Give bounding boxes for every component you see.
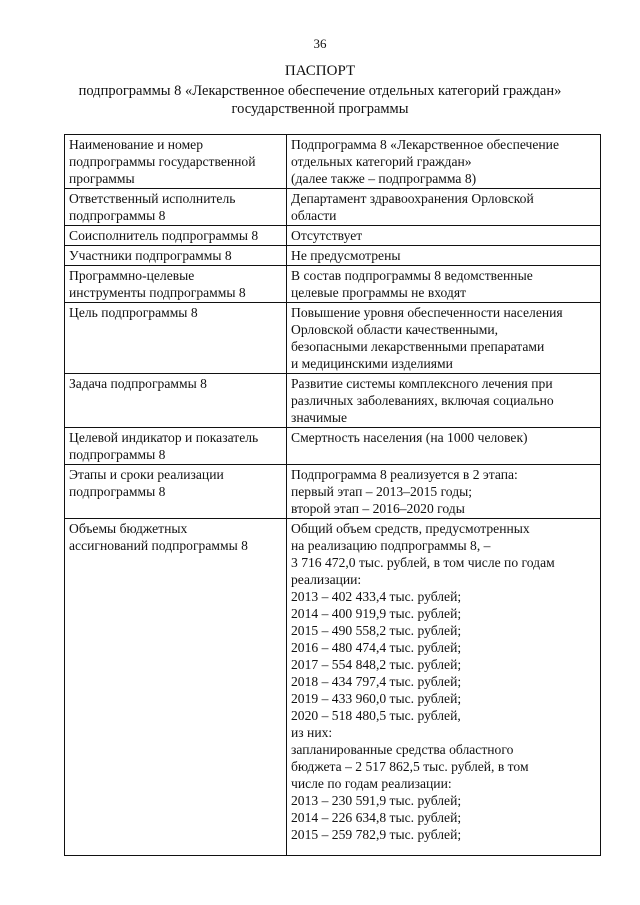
row-label-cell (65, 428, 287, 465)
row-value-line: реализации: (291, 572, 362, 587)
table-row (65, 226, 601, 246)
row-label-cell (65, 374, 287, 428)
row-value-line: 2018 – 434 797,4 тыс. рублей; (291, 674, 462, 689)
row-value-line: Общий объем средств, предусмотренных (291, 521, 530, 536)
table-row (65, 465, 601, 519)
passport-subtitle (40, 82, 600, 118)
row-value-line: 2013 – 402 433,4 тыс. рублей; (291, 589, 462, 604)
row-value-line: числе по годам реализации: (291, 776, 452, 791)
row-value-line: Смертность населения (на 1000 человек) (291, 430, 528, 445)
row-label-line: Наименование и номер (69, 137, 204, 152)
row-value-line: 2014 – 400 919,9 тыс. рублей; (291, 606, 462, 621)
row-value-line: различных заболеваниях, включая социально (291, 393, 554, 408)
row-label-line: подпрограммы 8 (69, 447, 166, 462)
row-value-line: Не предусмотрены (291, 248, 401, 263)
row-value-line: целевые программы не входят (291, 285, 467, 300)
table-row (65, 519, 601, 856)
row-label-line: Ответственный исполнитель (69, 191, 236, 206)
row-value-line: 2015 – 490 558,2 тыс. рублей; (291, 623, 462, 638)
row-value-cell (287, 246, 601, 266)
row-value-cell (287, 226, 601, 246)
row-value-line: первый этап – 2013–2015 годы; (291, 484, 473, 499)
row-label-line: Целевой индикатор и показатель (69, 430, 259, 445)
table-row (65, 303, 601, 374)
row-label-line: ассигнований подпрограммы 8 (69, 538, 248, 553)
row-value-line: и медицинскими изделиями (291, 356, 453, 371)
passport-title: ПАСПОРТ (284, 63, 356, 79)
table-row (65, 266, 601, 303)
table-row (65, 246, 601, 266)
table-row (65, 428, 601, 465)
row-label-cell (65, 135, 287, 189)
row-value-cell (287, 266, 601, 303)
row-value-line: отдельных категорий граждан» (291, 154, 472, 169)
row-label-line: Задача подпрограммы 8 (69, 376, 207, 391)
row-value-line: значимые (291, 410, 348, 425)
row-value-line: Повышение уровня обеспеченности населения (291, 305, 563, 320)
row-value-line: 2013 – 230 591,9 тыс. рублей; (291, 793, 462, 808)
row-value-cell (287, 428, 601, 465)
row-value-cell (287, 519, 601, 856)
row-label-line: Объемы бюджетных (69, 521, 188, 536)
table-row (65, 135, 601, 189)
table-row (65, 189, 601, 226)
row-value-line: области (291, 208, 337, 223)
row-value-line: В состав подпрограммы 8 ведомственные (291, 268, 533, 283)
row-value-line: (далее также – подпрограмма 8) (291, 171, 477, 186)
row-value-line: Департамент здравоохранения Орловской (291, 191, 534, 206)
row-value-cell (287, 135, 601, 189)
row-value-cell (287, 465, 601, 519)
row-label-line: подпрограммы государственной (69, 154, 256, 169)
row-value-line: второй этап – 2016–2020 годы (291, 501, 465, 516)
table-row (65, 374, 601, 428)
row-value-line: 2015 – 259 782,9 тыс. рублей; (291, 827, 462, 842)
row-label-line: программы (69, 171, 135, 186)
page-number: 36 (313, 36, 327, 51)
row-label-cell (65, 303, 287, 374)
row-label-line: Соисполнитель подпрограммы 8 (69, 228, 259, 243)
row-label-cell (65, 519, 287, 856)
row-label-line: Этапы и сроки реализации (69, 467, 224, 482)
row-value-cell (287, 189, 601, 226)
row-label-line: инструменты подпрограммы 8 (69, 285, 246, 300)
row-value-line: 2014 – 226 634,8 тыс. рублей; (291, 810, 462, 825)
row-value-line: на реализацию подпрограммы 8, – (291, 538, 491, 553)
row-label-line: подпрограммы 8 (69, 484, 166, 499)
row-value-line: Подпрограмма 8 реализуется в 2 этапа: (291, 467, 518, 482)
subtitle-line: государственной программы (231, 101, 409, 117)
row-label-cell (65, 226, 287, 246)
row-value-cell (287, 374, 601, 428)
row-label-cell (65, 246, 287, 266)
row-value-line: Отсутствует (291, 228, 363, 243)
row-value-cell (287, 303, 601, 374)
row-value-line: безопасными лекарственными препаратами (291, 339, 545, 354)
row-value-line: запланированные средства областного (291, 742, 514, 757)
row-value-line: 2016 – 480 474,4 тыс. рублей; (291, 640, 462, 655)
row-value-line: Подпрограмма 8 «Лекарственное обеспечение (291, 137, 559, 152)
passport-table-body (65, 135, 601, 856)
passport-table (64, 134, 601, 856)
row-value-line: 3 716 472,0 тыс. рублей, в том числе по годам (291, 555, 555, 570)
row-label-line: Участники подпрограммы 8 (69, 248, 232, 263)
row-label-cell (65, 465, 287, 519)
row-value-line: 2019 – 433 960,0 тыс. рублей; (291, 691, 462, 706)
row-label-cell (65, 266, 287, 303)
row-value-line: 2017 – 554 848,2 тыс. рублей; (291, 657, 462, 672)
row-value-line: из них: (291, 725, 333, 740)
row-value-line: 2020 – 518 480,5 тыс. рублей, (291, 708, 461, 723)
row-value-line: Развитие системы комплексного лечения при (291, 376, 553, 391)
row-label-line: подпрограммы 8 (69, 208, 166, 223)
row-value-line: бюджета – 2 517 862,5 тыс. рублей, в том (291, 759, 529, 774)
row-label-cell (65, 189, 287, 226)
row-label-line: Цель подпрограммы 8 (69, 305, 198, 320)
row-value-line: Орловской области качественными, (291, 322, 499, 337)
row-label-line: Программно-целевые (69, 268, 195, 283)
subtitle-line: подпрограммы 8 «Лекарственное обеспечение отдельных категорий граждан» (78, 83, 562, 99)
